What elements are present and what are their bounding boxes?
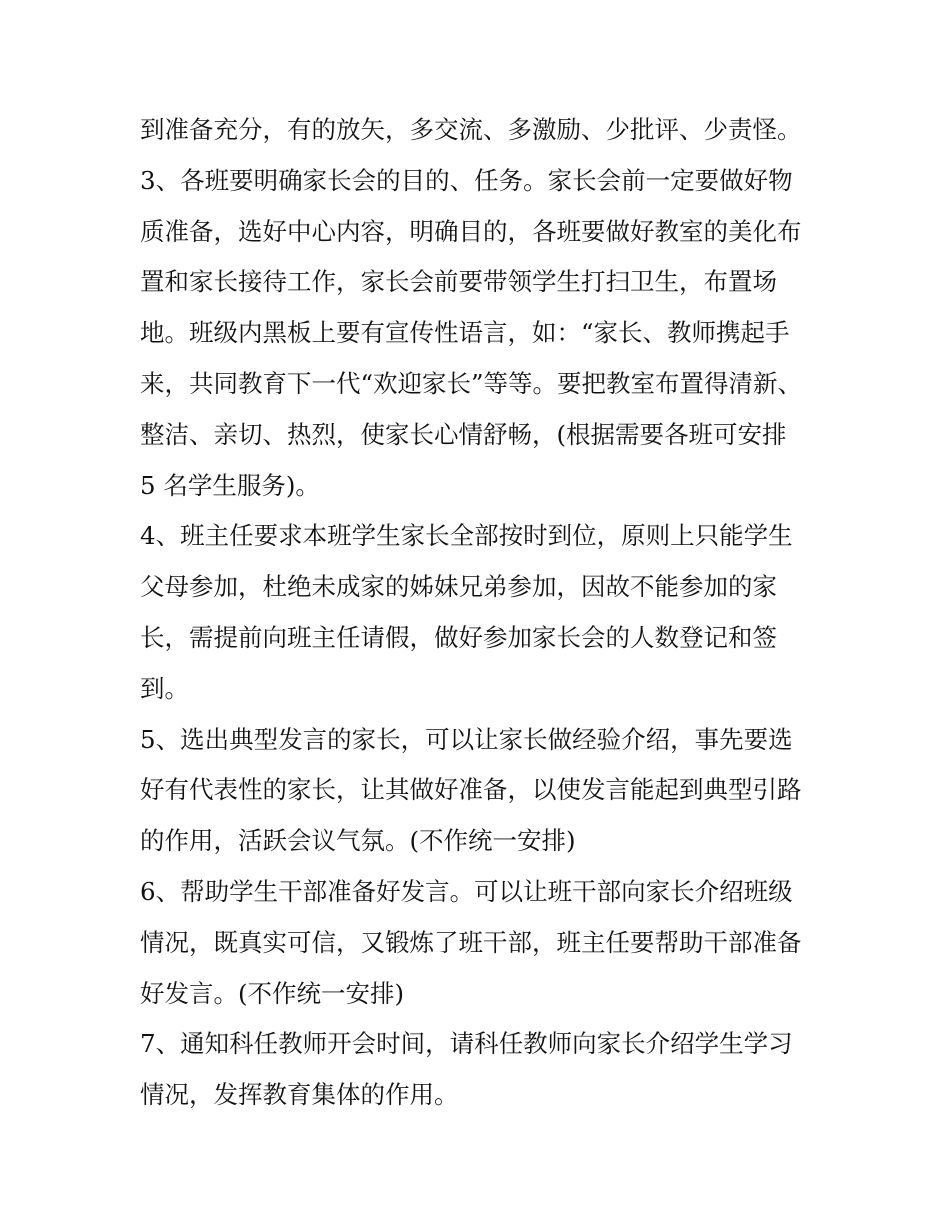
paragraph-item-7 — [140, 1019, 820, 1121]
paragraph-item-6 — [140, 867, 820, 1019]
text-line: 好发言。(不作统一安排) — [140, 978, 405, 1008]
text-line: 好有代表性的家长，让其做好准备，以使发言能起到典型引路 — [140, 775, 802, 805]
text-line: 整洁、亲切、热烈，使家长心情舒畅，(根据需要各班可安排 — [140, 419, 787, 449]
text-line: 3、各班要明确家长会的目的、任务。家长会前一定要做好物 — [140, 165, 793, 195]
paragraph-item-4 — [140, 511, 820, 714]
paragraph-item-3 — [140, 156, 820, 512]
text-line: 质准备，选好中心内容，明确目的，各班要做好教室的美化布 — [140, 216, 802, 246]
paragraph-continuation — [140, 105, 820, 156]
text-line: 长，需提前向班主任请假，做好参加家长会的人数登记和签 — [140, 622, 777, 652]
text-line: 地。班级内黑板上要有宣传性语言，如：“家长、教师携起手 — [140, 318, 790, 348]
text-line: 5、选出典型发言的家长，可以让家长做经验介绍，事先要选 — [140, 724, 793, 754]
text-line: 到。 — [140, 673, 189, 703]
text-line: 情况，发挥教育集体的作用。 — [140, 1080, 459, 1110]
text-line: 父母参加，杜绝未成家的姊妹兄弟参加，因故不能参加的家 — [140, 572, 777, 602]
text-line: 的作用，活跃会议气氛。(不作统一安排) — [140, 826, 576, 856]
text-line: 5 名学生服务)。 — [140, 470, 320, 500]
text-line: 来，共同教育下一代“欢迎家长”等等。要把教室布置得清新、 — [140, 368, 803, 398]
document-body — [140, 105, 820, 1121]
text-line: 情况，既真实可信，又锻炼了班干部，班主任要帮助干部准备 — [140, 927, 802, 957]
paragraph-item-5 — [140, 715, 820, 867]
text-line: 到准备充分，有的放矢，多交流、多激励、少批评、少责怪。 — [140, 115, 802, 144]
text-line: 置和家长接待工作，家长会前要带领学生打扫卫生，布置场 — [140, 267, 777, 297]
text-line: 4、班主任要求本班学生家长全部按时到位，原则上只能学生 — [140, 521, 793, 551]
text-line: 6、帮助学生干部准备好发言。可以让班干部向家长介绍班级 — [140, 876, 793, 906]
text-line: 7、通知科任教师开会时间，请科任教师向家长介绍学生学习 — [140, 1029, 793, 1059]
